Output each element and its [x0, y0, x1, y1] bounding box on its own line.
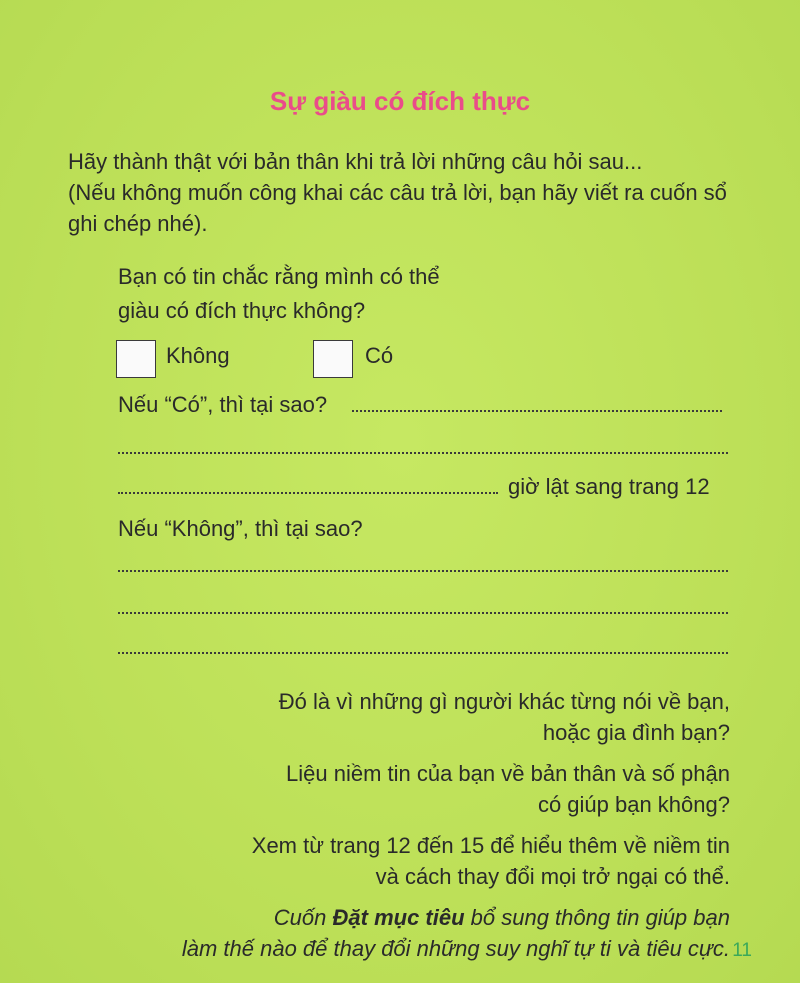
reflection-line: Xem từ trang 12 đến 15 để hiểu thêm về niềm tin [251, 833, 730, 858]
reflection-line: Đó là vì những gì người khác từng nói về bạn, [278, 689, 730, 714]
if-no-label: Nếu “Không”, thì tại sao? [118, 516, 363, 541]
reflection-line: và cách thay đổi mọi trở ngại có thể. [375, 864, 730, 889]
book-reference-suffix: bổ sung thông tin giúp bạn [464, 905, 730, 930]
checkbox-no[interactable] [116, 340, 156, 378]
checkbox-yes[interactable] [313, 340, 353, 378]
option-yes-label: Có [365, 343, 394, 368]
question-line: giàu có đích thực không? [118, 298, 366, 323]
book-reference [182, 902, 730, 933]
option-no-label: Không [166, 343, 230, 368]
answer-line[interactable] [118, 612, 728, 614]
page-number: 11 [732, 940, 752, 961]
answer-line[interactable] [118, 452, 728, 454]
question-line: Bạn có tin chắc rằng mình có thể [118, 264, 440, 289]
answer-line[interactable] [118, 492, 498, 494]
intro-paragraph [68, 146, 748, 239]
reflection-line: Liệu niềm tin của bạn về bản thân và số phận [286, 761, 730, 786]
reflection-line: có giúp bạn không? [537, 792, 730, 817]
if-yes-continuation: giờ lật sang trang 12 [508, 474, 710, 499]
answer-line[interactable] [118, 570, 728, 572]
intro-line: (Nếu không muốn công khai các câu trả lời, bạn hãy viết ra cuốn sổ [68, 180, 727, 205]
reflection-block [182, 686, 730, 964]
intro-line: ghi chép nhé). [68, 211, 208, 236]
if-yes-label: Nếu “Có”, thì tại sao? [118, 392, 328, 417]
intro-line: Hãy thành thật với bản thân khi trả lời những câu hỏi sau... [68, 149, 643, 174]
reflection-line: hoặc gia đình bạn? [542, 720, 730, 745]
answer-line[interactable] [352, 410, 722, 412]
question [118, 260, 440, 328]
book-reference-prefix: Cuốn [273, 905, 333, 930]
answer-line[interactable] [118, 652, 728, 654]
book-title: Đặt mục tiêu [332, 905, 465, 930]
reflection-line: làm thế nào để thay đổi những suy nghĩ tự ti và tiêu cực. [181, 936, 730, 961]
page-title: Sự giàu có đích thực [269, 86, 531, 116]
